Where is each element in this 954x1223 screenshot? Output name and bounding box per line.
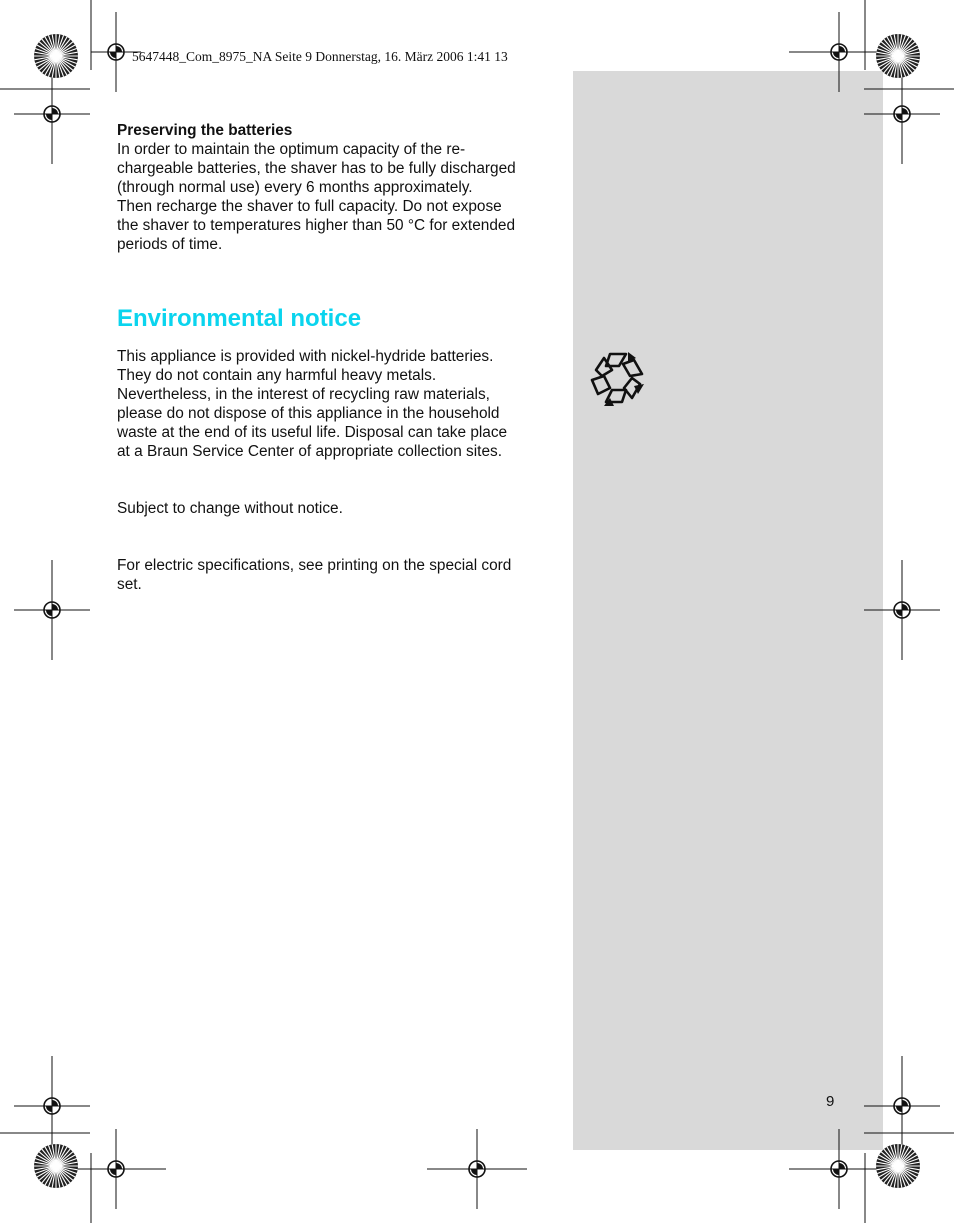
environment-title: Environmental notice — [117, 305, 362, 332]
batteries-line: chargeable batteries, the shaver has to be fully discharged — [117, 160, 516, 177]
environment-line: please do not dispose of this appliance in the household — [117, 405, 500, 422]
registration-target — [789, 12, 889, 92]
environment-line: This appliance is provided with nickel-hydride batteries. — [117, 348, 494, 365]
page-number: 9 — [826, 1093, 835, 1110]
starburst-mark — [34, 34, 78, 78]
registration-target — [864, 560, 940, 660]
registration-target — [864, 64, 940, 164]
electric-notice-line: For electric specifications, see printing on the special cord — [117, 557, 512, 574]
registration-target — [427, 1129, 527, 1209]
change-notice-text: Subject to change without notice. — [117, 500, 343, 517]
environment-line: They do not contain any harmful heavy metals. — [117, 367, 437, 384]
registration-target — [789, 1129, 889, 1209]
registration-target — [66, 1129, 166, 1209]
registration-target — [91, 12, 141, 92]
environment-line: waste at the end of its useful life. Disposal can take place — [117, 424, 508, 441]
batteries-line: (through normal use) every 6 months approximately. — [117, 179, 473, 196]
batteries-line: periods of time. — [117, 236, 223, 253]
batteries-line: the shaver to temperatures higher than 50 °C for extended — [117, 217, 515, 234]
registration-target — [14, 1056, 90, 1156]
batteries-heading: Preserving the batteries — [117, 122, 293, 139]
registration-target — [14, 560, 90, 660]
batteries-line: Then recharge the shaver to full capacity. Do not expose — [117, 198, 502, 215]
environment-line: at a Braun Service Center of appropriate collection sites. — [117, 443, 502, 460]
environment-line: Nevertheless, in the interest of recycling raw materials, — [117, 386, 490, 403]
batteries-line: In order to maintain the optimum capacity of the re- — [117, 141, 466, 158]
print-slug: 5647448_Com_8975_NA Seite 9 Donnerstag, 16. März 2006 1:41 13 — [132, 49, 508, 64]
registration-target — [864, 1056, 940, 1156]
starburst-mark — [876, 1144, 920, 1188]
electric-notice-line: set. — [117, 576, 142, 593]
starburst-mark — [876, 34, 920, 78]
registration-target — [14, 64, 90, 164]
starburst-mark — [34, 1144, 78, 1188]
